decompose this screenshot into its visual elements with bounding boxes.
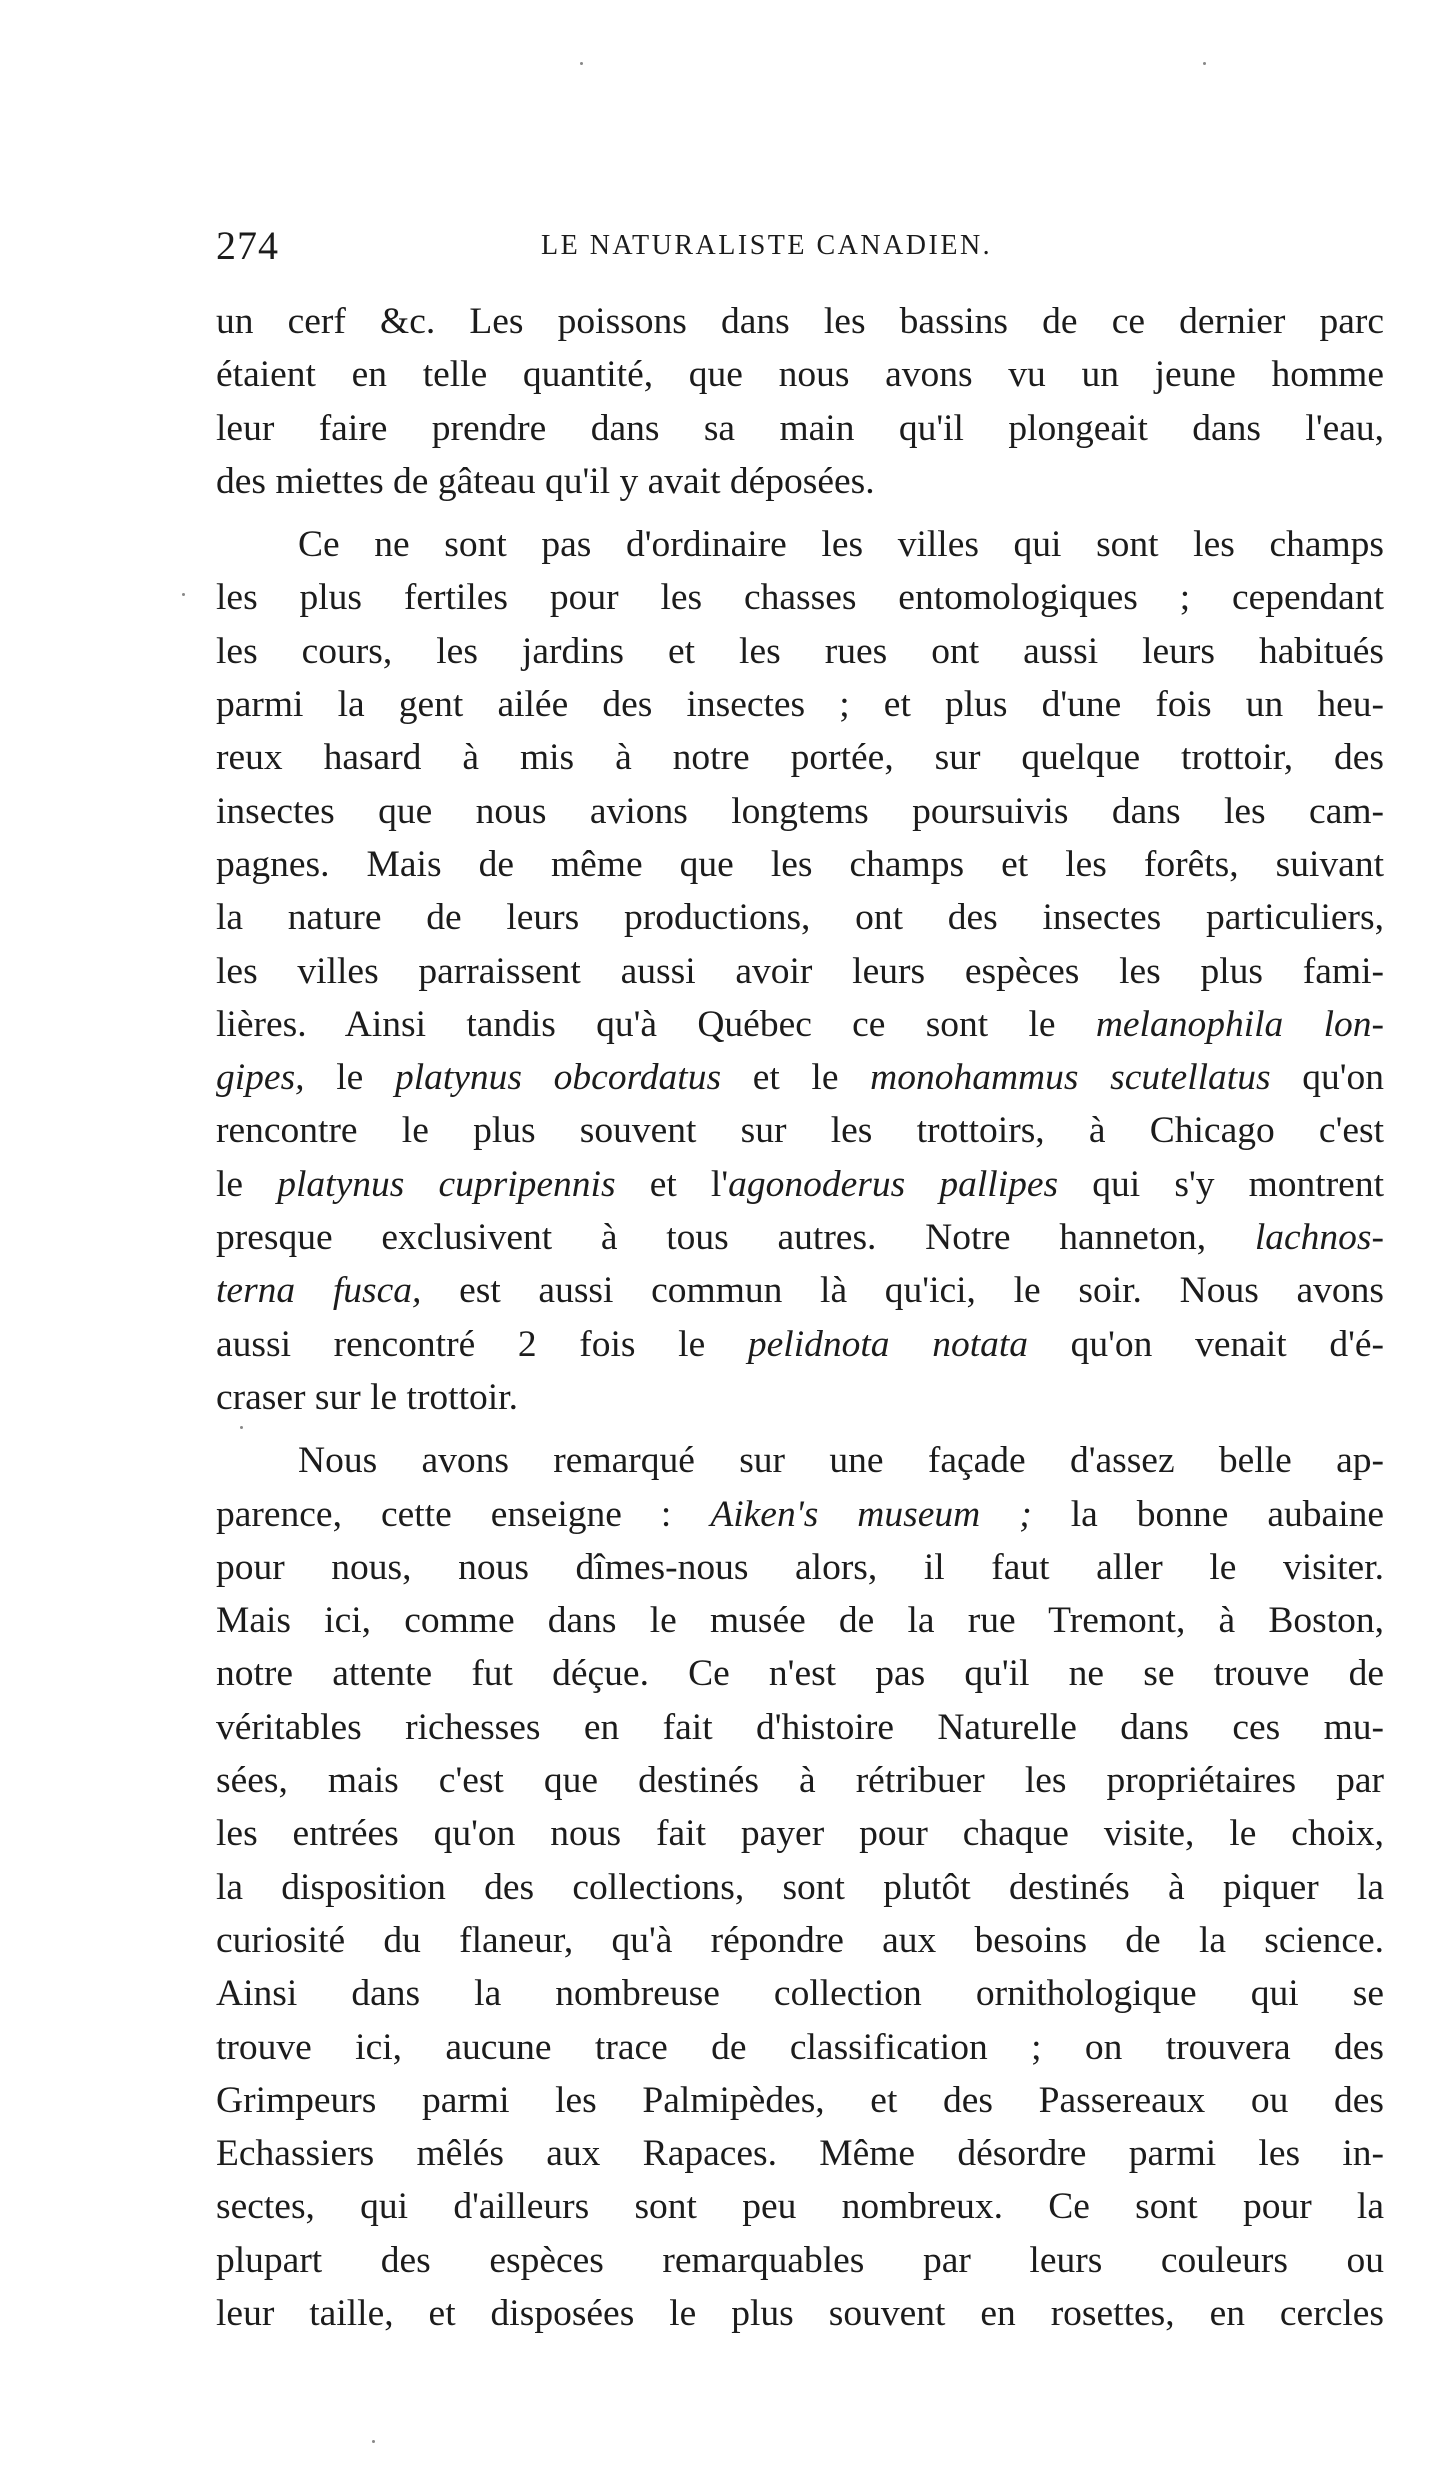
scan-speck — [240, 1426, 243, 1429]
text-line: craser sur le trottoir. — [216, 1376, 518, 1418]
text-line: véritables richesses en fait d'histoire Naturelle dans ces mu- — [216, 1706, 1384, 1748]
text-line: reux hasard à mis à notre portée, sur quelque trottoir, des — [216, 737, 1384, 779]
text-line: leur faire prendre dans sa main qu'il plongeait dans l'eau, — [216, 407, 1384, 449]
paragraph-1 — [216, 295, 1384, 508]
text-line: Echassiers mêlés aux Rapaces. Même désordre parmi les in- — [216, 2133, 1384, 2175]
text-line: gipes, le platynus obcordatus et le monohammus scutellatus qu'on — [216, 1057, 1384, 1099]
species-name: pelidnota notata — [747, 1323, 1029, 1365]
text-line: pagnes. Mais de même que les champs et les forêts, suivant — [216, 843, 1384, 885]
paragraph-3 — [216, 1434, 1384, 2340]
text-line: Ainsi dans la nombreuse collection ornithologique qui se — [216, 1973, 1384, 2015]
text-line: parence, cette enseigne : Aiken's museum ; la bonne aubaine — [216, 1493, 1385, 1535]
text-line: lières. Ainsi tandis qu'à Québec ce sont le melanophila lon- — [216, 1003, 1384, 1045]
text-line: les villes parraissent aussi avoir leurs espèces les plus fami- — [216, 950, 1384, 992]
species-name: terna fusca, — [216, 1270, 422, 1312]
species-name: agonoderus pallipes — [728, 1163, 1059, 1205]
text-line: sectes, qui d'ailleurs sont peu nombreux. Ce sont pour la — [216, 2186, 1384, 2228]
text-line: Nous avons remarqué sur une façade d'assez belle ap- — [298, 1440, 1384, 1482]
text-line: les entrées qu'on nous fait payer pour chaque visite, le choix, — [216, 1813, 1384, 1855]
text-line: sées, mais c'est que destinés à rétribuer les propriétaires par — [216, 1760, 1384, 1802]
text-line: des miettes de gâteau qu'il y avait déposées. — [216, 460, 875, 502]
species-name: platynus obcordatus — [394, 1057, 722, 1099]
text-line: Ce ne sont pas d'ordinaire les villes qui sont les champs — [298, 524, 1384, 566]
species-name: monohammus scutellatus — [870, 1057, 1271, 1099]
running-title: LE NATURALISTE CANADIEN. — [541, 230, 993, 261]
text-line: la nature de leurs productions, ont des insectes particuliers, — [216, 897, 1384, 939]
text-line: curiosité du flaneur, qu'à répondre aux besoins de la science. — [216, 1919, 1384, 1961]
text-line: le platynus cupripennis et l'agonoderus pallipes qui s'y montrent — [216, 1163, 1384, 1205]
species-name: gipes, — [216, 1057, 305, 1099]
text-line: pour nous, nous dîmes-nous alors, il faut aller le visiter. — [216, 1546, 1384, 1588]
text-line: leur taille, et disposées le plus souvent en rosettes, en cercles — [216, 2292, 1384, 2334]
page-body — [216, 295, 1384, 2340]
species-name: lachnos- — [1254, 1217, 1384, 1259]
text-line: Mais ici, comme dans le musée de la rue Tremont, à Boston, — [216, 1600, 1384, 1642]
museum-name: Aiken's museum ; — [710, 1493, 1032, 1535]
species-name: platynus cupripennis — [277, 1163, 616, 1205]
text-line: Grimpeurs parmi les Palmipèdes, et des Passereaux ou des — [216, 2079, 1384, 2121]
paragraph-2 — [216, 518, 1384, 1424]
text-line: trouve ici, aucune trace de classification ; on trouvera des — [216, 2026, 1384, 2068]
text-line: étaient en telle quantité, que nous avons vu un jeune homme — [216, 354, 1384, 396]
text-line: insectes que nous avions longtems poursuivis dans les cam- — [216, 790, 1384, 832]
text-line: la disposition des collections, sont plutôt destinés à piquer la — [216, 1866, 1384, 1908]
species-name: melanophila lon- — [1095, 1003, 1384, 1045]
text-line: rencontre le plus souvent sur les trottoirs, à Chicago c'est — [216, 1110, 1384, 1152]
text-line: les cours, les jardins et les rues ont aussi leurs habitués — [216, 630, 1384, 672]
text-line: aussi rencontré 2 fois le pelidnota notata qu'on venait d'é- — [216, 1323, 1384, 1365]
text-line: les plus fertiles pour les chasses entomologiques ; cependant — [216, 577, 1384, 619]
text-line: presque exclusivent à tous autres. Notre hanneton, lachnos- — [216, 1217, 1384, 1259]
page-number: 274 — [216, 223, 279, 268]
page-header — [216, 222, 1384, 282]
text-line: notre attente fut déçue. Ce n'est pas qu'il ne se trouve de — [216, 1653, 1384, 1695]
text-line: parmi la gent ailée des insectes ; et plus d'une fois un heu- — [216, 684, 1384, 726]
scan-speck — [372, 2440, 375, 2443]
text-line: un cerf &c. Les poissons dans les bassins de ce dernier parc — [216, 301, 1384, 342]
scan-speck — [182, 593, 185, 596]
scan-speck — [1203, 62, 1206, 65]
text-line: plupart des espèces remarquables par leurs couleurs ou — [216, 2239, 1384, 2281]
scan-speck — [580, 62, 583, 65]
text-line: terna fusca, est aussi commun là qu'ici, le soir. Nous avons — [216, 1270, 1384, 1312]
